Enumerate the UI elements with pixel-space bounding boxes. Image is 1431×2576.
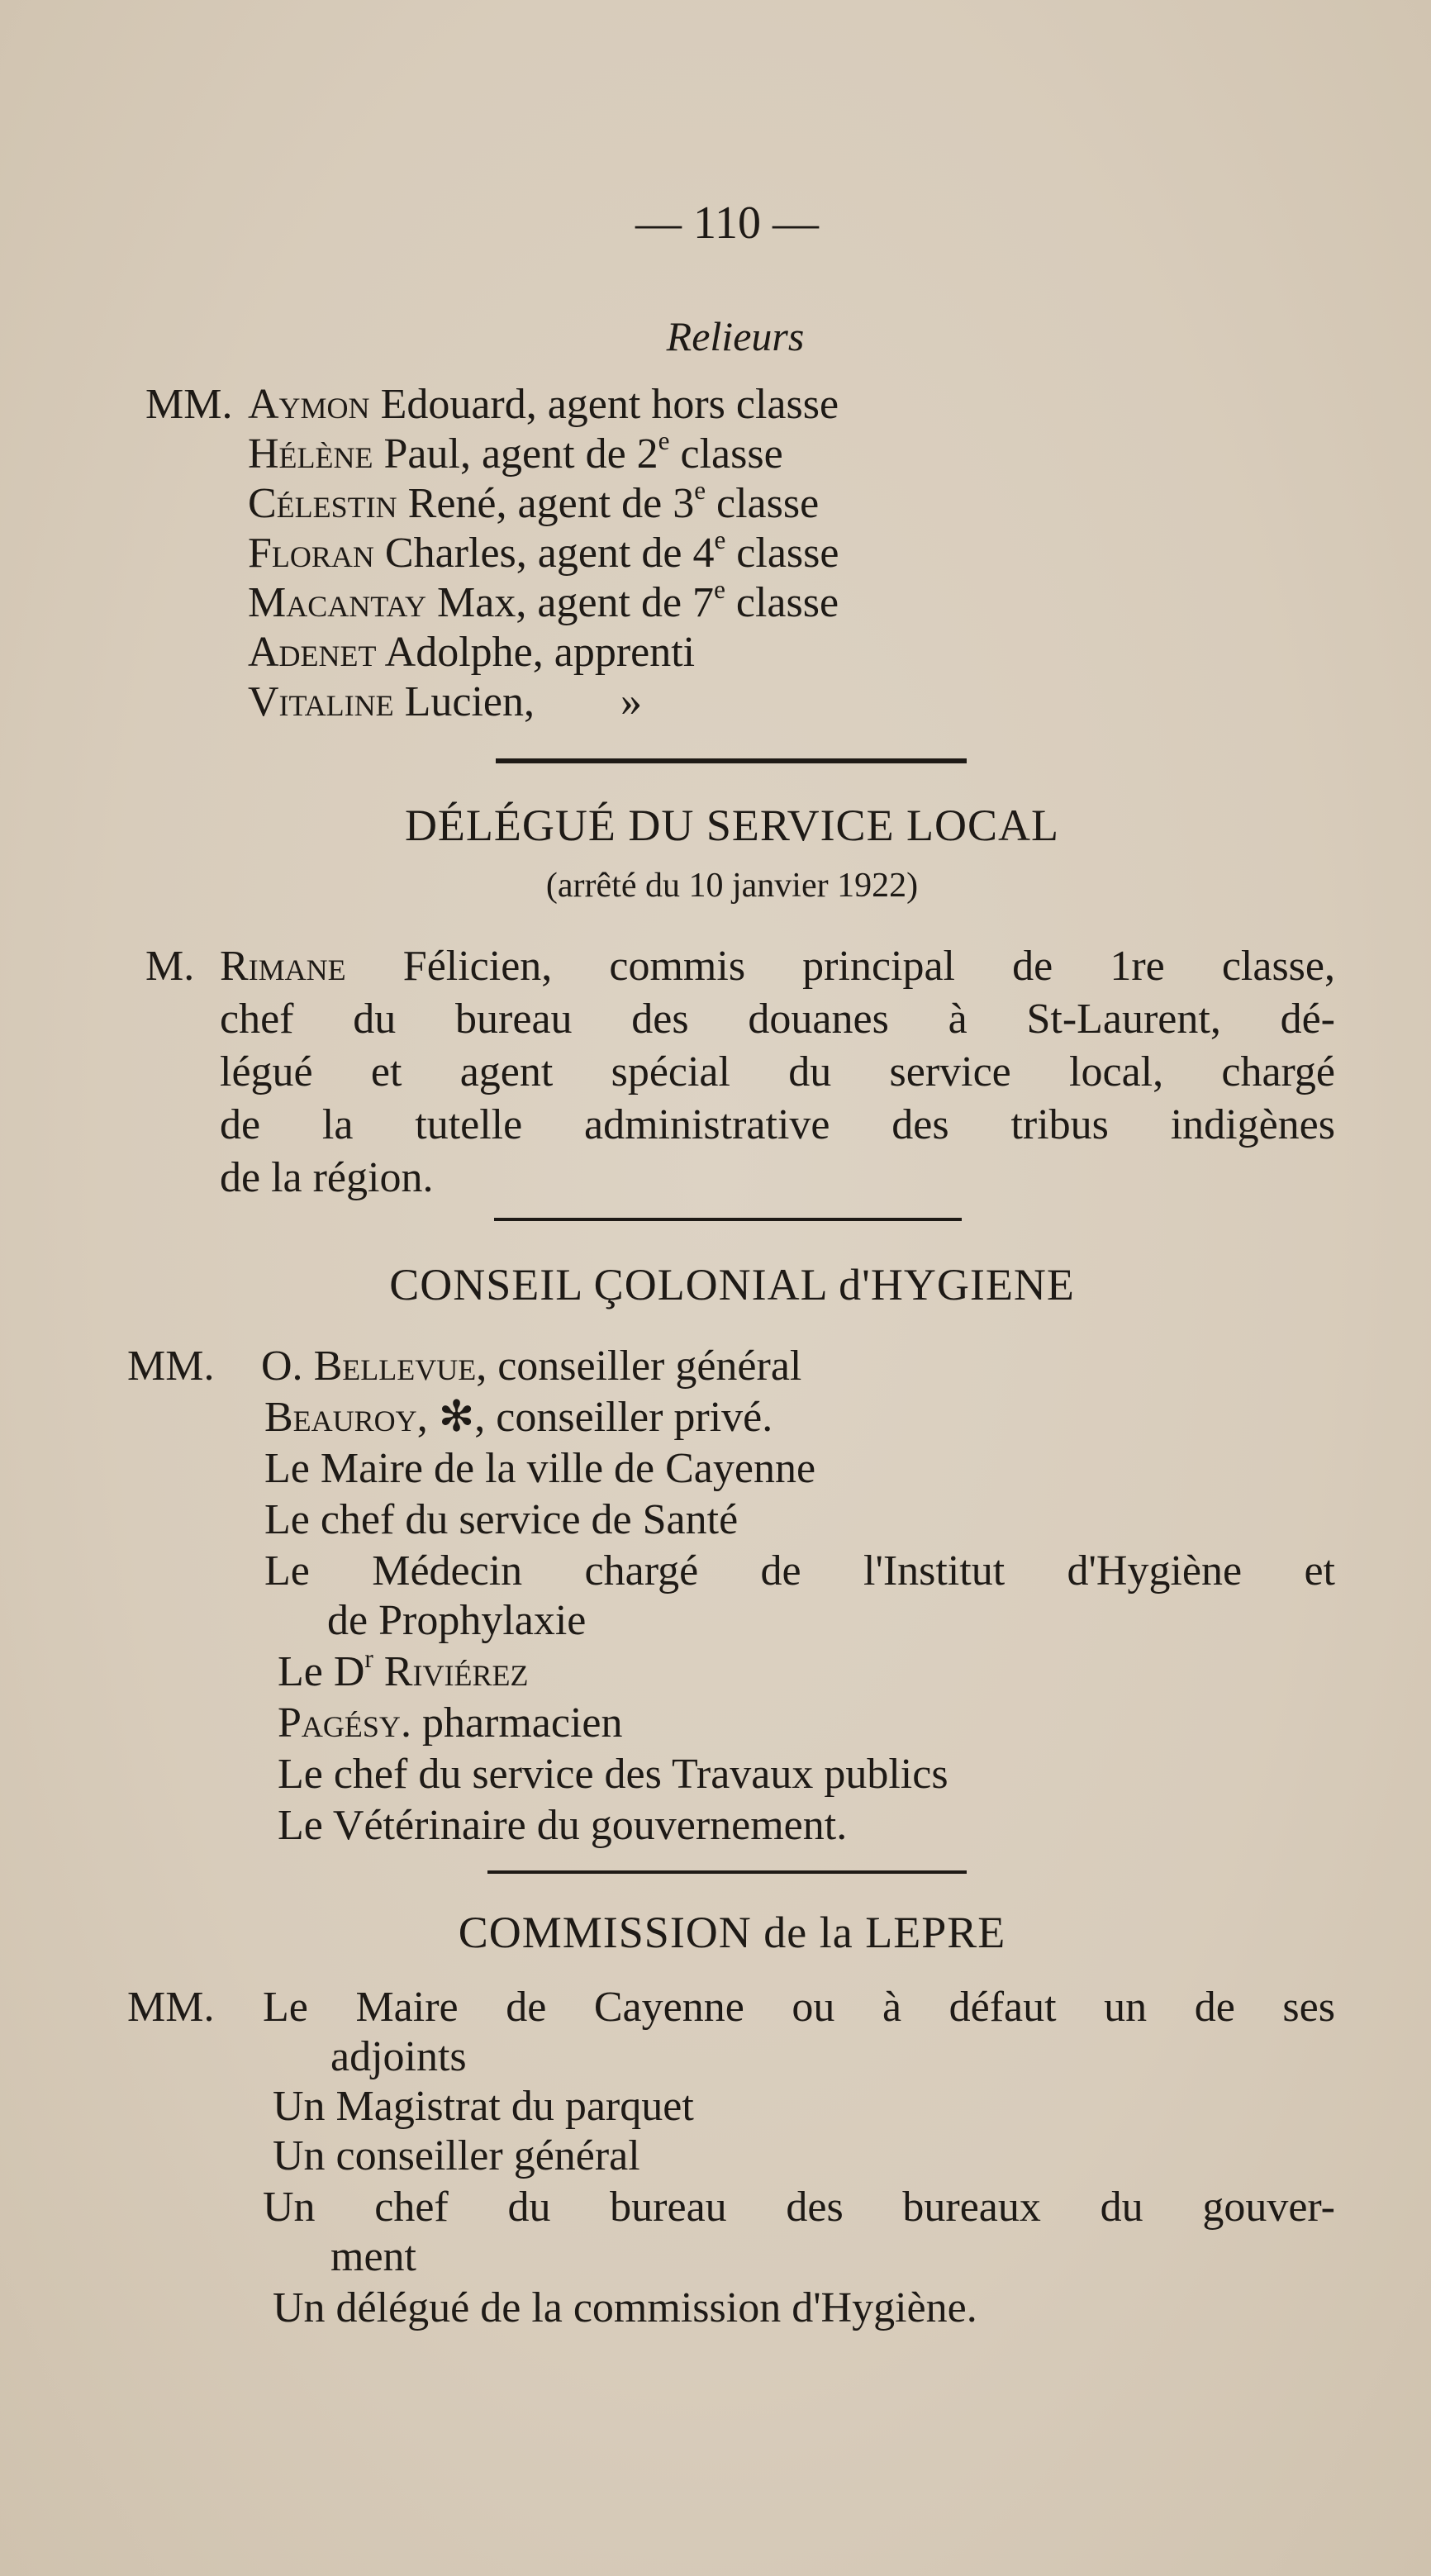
member-details-end: classe xyxy=(725,530,839,577)
hygiene-line-5: Le Médecin chargé de l'Institut d'Hygiène et xyxy=(264,1547,1335,1595)
member-details: Charles, agent de 4 xyxy=(373,530,715,577)
member-surname: Bellevue xyxy=(313,1343,477,1390)
member-surname: Riviérez xyxy=(383,1648,529,1695)
relieurs-prefix: MM. xyxy=(145,381,233,428)
hygiene-line-6: de Prophylaxie xyxy=(327,1597,587,1644)
doctor-title: Le D xyxy=(278,1648,365,1695)
lepre-line-5: Un chef du bureau des bureaux du gouver- xyxy=(263,2184,1335,2231)
hygiene-line-2 xyxy=(264,1393,773,1442)
delegue-title: DÉLÉGUÉ DU SERVICE LOCAL xyxy=(404,801,1060,850)
delegue-line-2: chef du bureau des douanes à St-Laurent, dé- xyxy=(220,996,1335,1043)
hygiene-line-8 xyxy=(278,1699,622,1748)
delegue-line-1 xyxy=(220,940,1335,993)
relieurs-heading: Relieurs xyxy=(666,313,805,359)
member-surname: Pagésy xyxy=(278,1699,401,1747)
delegue-line-4: de la tutelle administrative des tribus indigènes xyxy=(220,1101,1335,1148)
member-details-end: classe xyxy=(725,579,839,626)
member-details: . pharmacien xyxy=(400,1699,623,1747)
relieurs-member-5 xyxy=(248,575,839,628)
member-details: , conseiller général xyxy=(476,1343,802,1390)
delegue-line-3: légué et agent spécial du service local, chargé xyxy=(220,1048,1335,1096)
delegue-subtitle: (arrêté du 10 janvier 1922) xyxy=(545,867,919,905)
member-surname: Aymon xyxy=(248,381,370,428)
ordinal-suffix: e xyxy=(658,426,670,456)
doctor-title-suffix: r xyxy=(364,1644,373,1674)
hygiene-line-4: Le chef du service de Santé xyxy=(264,1496,739,1543)
section-divider xyxy=(496,758,967,763)
hygiene-line-7 xyxy=(278,1644,529,1697)
member-details: , ✻, conseiller privé. xyxy=(416,1394,773,1441)
member-details: Paul, agent de 2 xyxy=(373,430,658,478)
delegue-line-1-text: Félicien, commis principal de 1re classe, xyxy=(345,943,1335,990)
relieurs-member-2 xyxy=(248,426,783,479)
relieurs-member-3 xyxy=(248,476,820,529)
hygiene-line-10: Le Vétérinaire du gouvernement. xyxy=(278,1802,848,1849)
section-divider xyxy=(487,1870,967,1874)
lepre-line-3: Un Magistrat du parquet xyxy=(273,2083,694,2130)
hygiene-line-3: Le Maire de la ville de Cayenne xyxy=(264,1445,816,1492)
member-surname: Floran xyxy=(248,530,374,577)
hygiene-line-1 xyxy=(261,1342,801,1391)
relieurs-member-7 xyxy=(248,677,642,727)
member-details: Max, agent de 7 xyxy=(426,579,715,626)
member-surname: Macantay xyxy=(248,579,427,626)
lepre-line-2: adjoints xyxy=(330,2033,467,2080)
member-surname: Beauroy xyxy=(264,1394,417,1441)
delegue-surname: Rimane xyxy=(220,943,346,990)
relieurs-member-6 xyxy=(248,628,695,677)
lepre-line-1: Le Maire de Cayenne ou à défaut un de ses xyxy=(263,1984,1335,2031)
lepre-title: COMMISSION de la LEPRE xyxy=(458,1908,1006,1957)
member-initial: O. xyxy=(261,1343,314,1390)
ordinal-suffix: e xyxy=(714,525,726,555)
member-details: René, agent de 3 xyxy=(397,480,695,527)
ordinal-suffix: e xyxy=(714,575,725,605)
member-surname: Vitaline xyxy=(248,678,394,725)
lepre-line-4: Un conseiller général xyxy=(273,2132,640,2179)
member-details: Edouard, agent hors classe xyxy=(369,381,839,428)
member-surname: Adenet xyxy=(248,629,377,676)
member-details: Adolphe, apprenti xyxy=(376,629,696,676)
lepre-line-7: Un délégué de la commission d'Hygiène. xyxy=(273,2284,977,2331)
delegue-prefix: M. xyxy=(145,943,195,990)
lepre-line-6: ment xyxy=(330,2233,416,2280)
delegue-line-5: de la région. xyxy=(220,1154,434,1201)
page-number: — 110 — xyxy=(635,197,819,249)
member-details-end: classe xyxy=(706,480,820,527)
section-divider xyxy=(494,1218,962,1221)
member-details-end: classe xyxy=(669,430,783,478)
hygiene-title: CONSEIL ÇOLONIAL d'HYGIENE xyxy=(389,1260,1075,1309)
ordinal-suffix: e xyxy=(694,476,706,506)
lepre-prefix: MM. xyxy=(127,1984,215,2031)
hygiene-line-9: Le chef du service des Travaux publics xyxy=(278,1751,948,1798)
member-surname: Hélène xyxy=(248,430,373,478)
member-surname: Célestin xyxy=(248,480,397,527)
hygiene-prefix: MM. xyxy=(127,1343,215,1390)
member-details: Lucien, » xyxy=(393,678,642,725)
relieurs-member-4 xyxy=(248,525,839,578)
relieurs-member-1 xyxy=(248,380,839,430)
